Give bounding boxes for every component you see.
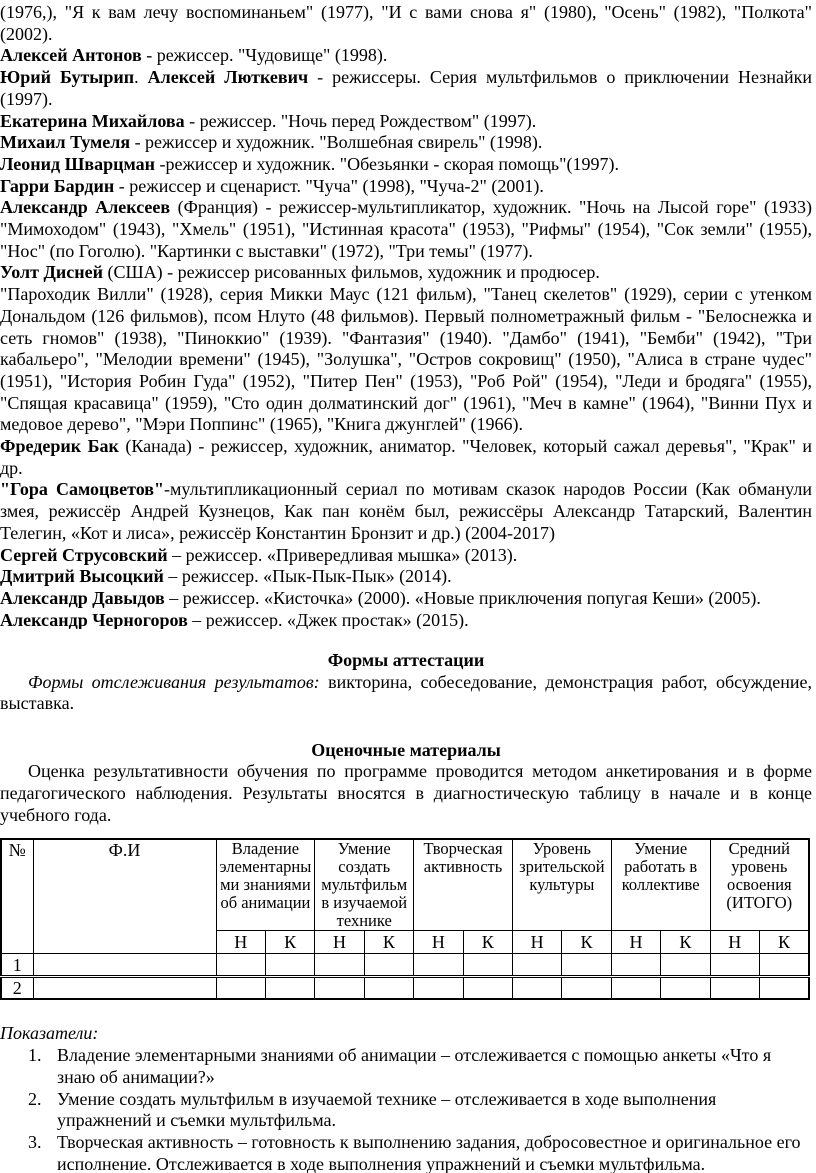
score-cell (611, 977, 660, 1000)
director-text: – режиссер. «Кисточка» (2000). «Новые приключения попугая Кеши» (2005). (164, 587, 761, 608)
director-paragraph (0, 479, 812, 544)
attestation-lead-rest: викторина, собеседование, демонстрация работ, обсуждение, выставка. (0, 671, 812, 714)
director-paragraph (0, 197, 812, 262)
indicator-item (0, 1089, 812, 1132)
score-cell (661, 977, 710, 1000)
diagnostic-table (0, 838, 810, 1000)
director-text: (1976,), "Я к вам лечу воспоминаньем" (1977), "И с вами снова я" (1980), "Осень" (1982), "Полкота" (2002). (0, 2, 812, 44)
director-paragraph (0, 436, 812, 479)
director-paragraph (0, 610, 812, 629)
director-text: - режиссер. "Ночь перед Рождеством" (1997). (184, 110, 537, 131)
indicator-number: 3. (28, 1131, 42, 1152)
score-cell (661, 954, 710, 977)
score-cell (710, 954, 759, 977)
score-cell (512, 977, 561, 1000)
table-header-group: Умение работать в коллективе (611, 839, 710, 931)
table-row (1, 977, 809, 1000)
director-text: - режиссер. "Чудовище" (1998). (141, 45, 388, 66)
score-cell (562, 954, 611, 977)
director-name: Александр Алексеев (0, 197, 171, 218)
director-paragraph (0, 111, 812, 133)
director-text: "Пароходик Вилли" (1928), серия Микки Маус (121 фильм), "Танец скелетов" (1929), серии с утенком Дональдом (126 фильмов), псом Нлуто (48 фильмов). Первый полнометражный фильм - "Белоснежка и сеть гномов" (1938), "Пиноккио" (1939). "Фантазия" (1940). "Дамбо" (1941), "Бемби" (1942), "Три кабальеро", "Мелодии времени" (1945), "Золушка", "Остров сокровищ" (1950), "Алиса в стране чудес" (1951), "История Робин Гуда" (1952), "Питер Пен" (1953), "Роб Рой" (1954), "Леди и бродяга" (1955), "Спящая красавица" (1959), "Сто один долматинский дог" (1961), "Меч в камне" (1964), "Винни Пух и медовое дерево", "Мэри Поппинс" (1965), "Книга джунглей" (1966). (0, 284, 812, 435)
director-paragraph (0, 545, 812, 567)
director-text: - режиссер и художник. "Волшебная свирель" (1998). (130, 132, 543, 153)
student-name-cell (33, 954, 216, 977)
table-subheader-cell: К (265, 931, 314, 954)
table-subheader-cell: К (562, 931, 611, 954)
director-name: Сергей Струсовский (0, 544, 168, 565)
table-subheader-cell: Н (710, 931, 759, 954)
score-cell (759, 977, 809, 1000)
director-name: Александр Черногоров (0, 609, 188, 629)
indicators-heading: Показатели: (0, 1023, 99, 1044)
table-subheader-cell: К (364, 931, 413, 954)
evaluation-heading: Оценочные материалы (311, 739, 501, 760)
score-cell (265, 954, 314, 977)
table-header-num: № (1, 839, 33, 954)
directors-section (0, 2, 812, 629)
table-header-row (1, 839, 809, 931)
indicators-list (0, 1045, 812, 1173)
director-paragraph (0, 2, 812, 45)
indicator-number: 2. (28, 1088, 42, 1109)
table-subheader-cell: Н (216, 931, 265, 954)
table-header-group: Уровень зрительской культуры (512, 839, 611, 931)
score-cell (512, 954, 561, 977)
director-name: Алексей Антонов (0, 45, 142, 66)
attestation-heading: Формы аттестации (327, 650, 485, 670)
director-text: – режиссер. «Джек простак» (2015). (187, 609, 469, 629)
director-paragraph (0, 588, 812, 610)
indicator-text: Владение элементарными знаниями об анимации – отслеживается с помощью анкеты «Что я знаю об анимации?» (57, 1045, 772, 1087)
indicator-item (0, 1132, 812, 1173)
score-cell (364, 977, 413, 1000)
score-cell (364, 954, 413, 977)
score-cell (216, 954, 265, 977)
director-name: Алексей Люткевич (147, 67, 309, 88)
director-name: Юрий Бутырип (0, 67, 135, 88)
row-number-cell: 2 (1, 977, 33, 1000)
score-cell (463, 977, 512, 1000)
score-cell (315, 977, 364, 1000)
table-subheader-cell: К (463, 931, 512, 954)
director-paragraph (0, 262, 812, 284)
director-text: -мультипликационный сериал по мотивам сказок народов России (Как обманули змея, режиссёр Андрей Кузнецов, Как пан конём был, режиссёры Александр Татарский, Валентин Телегин, «Кот и лиса», режиссёр Константин Бронзит и др.) (2004-2017) (0, 479, 812, 543)
table-subheader-cell: Н (414, 931, 463, 954)
director-name: Фредерик Бак (0, 436, 119, 457)
director-paragraph (0, 45, 812, 67)
score-cell (710, 977, 759, 1000)
score-cell (562, 977, 611, 1000)
table-header-group: Умение создать мультфильм в изучаемой технике (315, 839, 414, 931)
director-text: – режиссер. «Привередливая мышка» (2013). (167, 544, 518, 565)
evaluation-paragraph: Оценка результативности обучения по программе проводится методом анкетирования и в форме педагогического наблюдения. Результаты вносятся в диагностическую таблицу в начале и в конце учебного года. (0, 761, 812, 825)
table-header-group: Владение элементарными знаниями об анимации (216, 839, 315, 931)
table-header-group: Средний уровень освоения (ИТОГО) (710, 839, 809, 931)
score-cell (265, 977, 314, 1000)
director-text: (Канада) - режиссер, художник, аниматор. "Человек, который сажал деревья", "Крак" и др. (0, 436, 812, 478)
director-paragraph (0, 284, 812, 436)
score-cell (414, 977, 463, 1000)
indicator-number: 1. (28, 1045, 42, 1066)
director-name: Александр Давыдов (0, 587, 165, 608)
attestation-paragraph (0, 672, 812, 716)
table-subheader-cell: Н (315, 931, 364, 954)
director-paragraph (0, 67, 812, 110)
score-cell (414, 954, 463, 977)
table-row (1, 954, 809, 977)
director-name: Дмитрий Высоцкий (0, 566, 164, 587)
score-cell (315, 954, 364, 977)
table-subheader-cell: Н (512, 931, 561, 954)
director-paragraph (0, 132, 812, 154)
score-cell (216, 977, 265, 1000)
director-text: - режиссер и сценарист. "Чуча" (1998), "Чуча-2" (2001). (114, 175, 544, 196)
director-name: Екатерина Михайлова (0, 110, 185, 131)
director-name: "Гора Самоцветов" (0, 479, 164, 500)
table-subheader-cell: Н (611, 931, 660, 954)
director-paragraph (0, 566, 812, 588)
director-name: Леонид Шварцман (0, 153, 156, 174)
director-text: – режиссер. «Пык-Пык-Пык» (2014). (163, 566, 452, 587)
score-cell (611, 954, 660, 977)
score-cell (463, 954, 512, 977)
table-header-group: Творческая активность (414, 839, 513, 931)
score-cell (759, 954, 809, 977)
table-header-name: Ф.И (33, 839, 216, 954)
table-subheader-cell: К (661, 931, 710, 954)
director-paragraph (0, 154, 812, 176)
director-name: Гарри Бардин (0, 175, 115, 196)
student-name-cell (33, 977, 216, 1000)
director-paragraph (0, 176, 812, 198)
row-number-cell: 1 (1, 954, 33, 977)
indicator-item (0, 1045, 812, 1088)
director-text: . (134, 67, 148, 88)
director-text: (Франция) - режиссер-мультипликатор, художник. "Ночь на Лысой горе" (1933) "Мимоходом" (1943), "Хмель" (1951), "Истинная красота" (1953), "Рифмы" (1954), "Сок земли" (1955), "Нос" (по Гоголю). "Картинки с выставки" (1972), "Три темы" (1977). (0, 197, 812, 261)
director-text: (США) - режиссер рисованных фильмов, художник и продюсер. (102, 262, 600, 283)
table-subheader-cell: К (759, 931, 809, 954)
indicator-text: Творческая активность – готовность к выполнению задания, добросовестное и оригинальное его исполнение. Отслеживается в ходе выполнения упражнений и съемки мультфильма. (57, 1131, 801, 1173)
director-text: - режиссеры. Серия мультфильмов о приключении Незнайки (1997). (0, 67, 812, 109)
director-name: Михаил Тумеля (0, 132, 131, 153)
indicator-text: Умение создать мультфильм в изучаемой технике – отслеживается в ходе выполнения упражнений и съемки мультфильма. (57, 1088, 717, 1131)
attestation-lead: Формы отслеживания результатов: (28, 671, 320, 692)
director-name: Уолт Дисней (0, 262, 103, 283)
director-text: -режиссер и художник. "Обезьянки - скорая помощь"(1997). (155, 153, 619, 174)
